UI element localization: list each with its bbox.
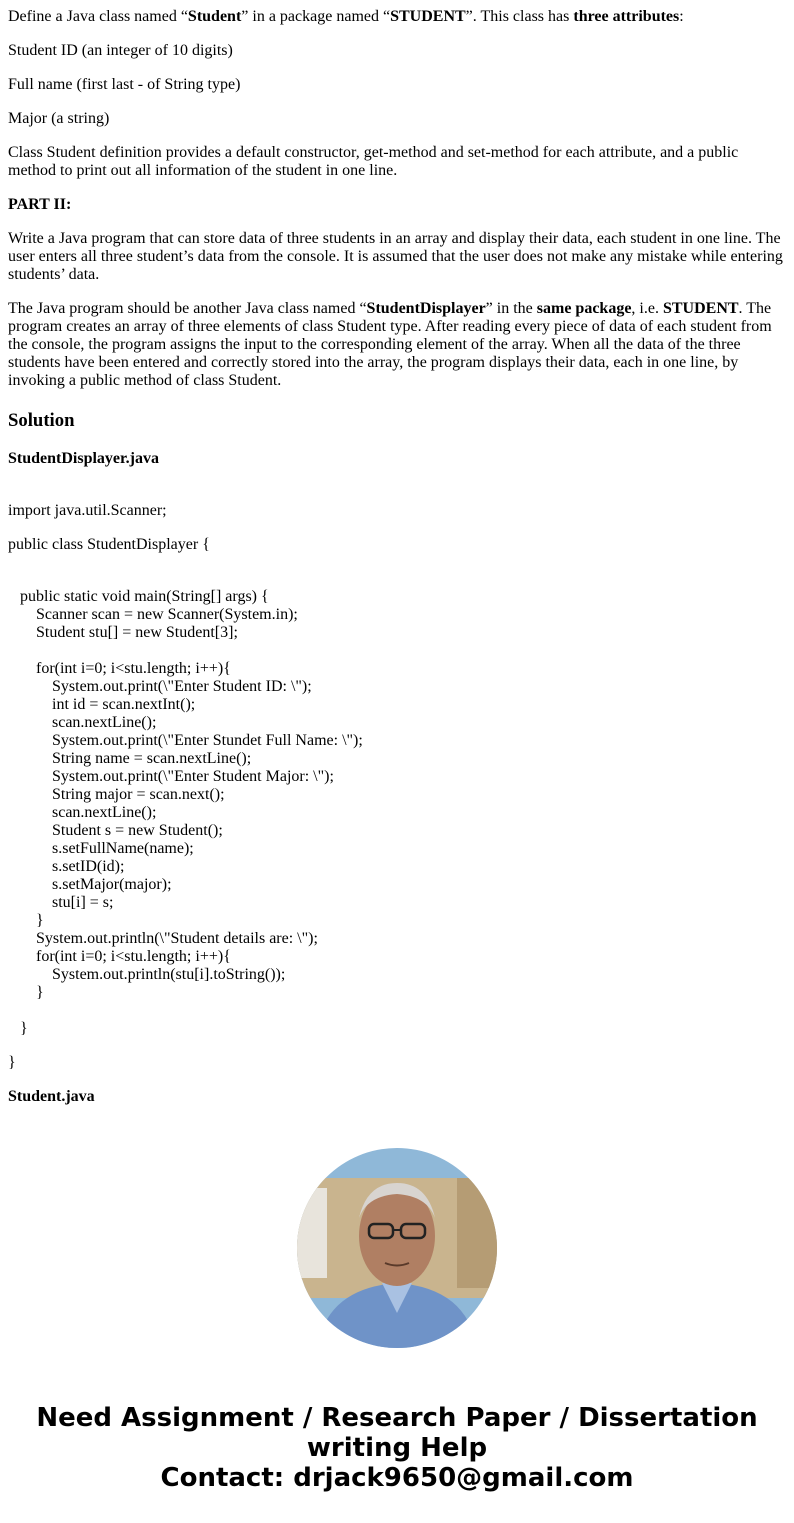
author-avatar-container xyxy=(8,1148,786,1353)
code-line xyxy=(8,1002,786,1020)
code-line: System.out.println(\"Student details are: \"); xyxy=(8,930,318,947)
code-line: System.out.print(\"Enter Stundet Full Name: \"); xyxy=(8,732,363,749)
intro-paragraph: Define a Java class named “Student” in a package named “STUDENT”. This class has three attributes: xyxy=(8,8,684,25)
code-line: s.setFullName(name); xyxy=(8,840,194,857)
code-class-declaration: public class StudentDisplayer { xyxy=(8,536,210,553)
attribute-id: Student ID (an integer of 10 digits) xyxy=(8,42,233,59)
code-line: } xyxy=(8,984,44,1001)
code-line: scan.nextLine(); xyxy=(8,714,157,731)
code-line: Student stu[] = new Student[3]; xyxy=(8,624,238,641)
solution-heading: Solution xyxy=(8,410,75,431)
part-two-heading: PART II: xyxy=(8,196,72,213)
class-description: Class Student definition provides a default constructor, get-method and set-method for each attribute, and a public method to print out all information of the student in one line. xyxy=(8,144,739,179)
code-line: } xyxy=(8,912,44,929)
code-line: for(int i=0; i<stu.length; i++){ xyxy=(8,660,231,677)
code-line: String major = scan.next(); xyxy=(8,786,225,803)
promo-headline: Need Assignment / Research Paper / Dissertation writing Help xyxy=(36,1403,758,1463)
code-line: s.setID(id); xyxy=(8,858,125,875)
code-line: } xyxy=(8,1020,28,1037)
code-line: System.out.println(stu[i].toString()); xyxy=(8,966,286,983)
code-import: import java.util.Scanner; xyxy=(8,502,167,519)
code-line: public static void main(String[] args) { xyxy=(8,588,269,605)
code-line: for(int i=0; i<stu.length; i++){ xyxy=(8,948,231,965)
code-line: s.setMajor(major); xyxy=(8,876,172,893)
attribute-major: Major (a string) xyxy=(8,110,110,127)
promo-contact: Contact: drjack9650@gmail.com xyxy=(160,1463,634,1493)
file-title-displayer: StudentDisplayer.java xyxy=(8,450,159,467)
code-line: stu[i] = s; xyxy=(8,894,114,911)
promo-banner xyxy=(8,1403,786,1493)
program-paragraph: The Java program should be another Java class named “StudentDisplayer” in the same package, i.e. STUDENT. The program creates an array of three elements of class Student type. After reading every piece of data of each student from the console, the program assigns the input to the corresponding element of the array. When all the data of the three students have been entered and correctly stored into the array, the program displays their data, each in one line, by invoking a public method of class Student. xyxy=(8,300,772,389)
code-closing-brace: } xyxy=(8,1054,16,1071)
code-line: System.out.print(\"Enter Student ID: \"); xyxy=(8,678,312,695)
author-avatar xyxy=(297,1148,497,1348)
code-block xyxy=(8,570,786,1038)
code-line: String name = scan.nextLine(); xyxy=(8,750,252,767)
attribute-name: Full name (first last - of String type) xyxy=(8,76,241,93)
code-line xyxy=(8,570,786,588)
write-paragraph: Write a Java program that can store data of three students in an array and display their data, each student in one line. The user enters all three student’s data from the console. It is assumed that the user does not make any mistake while entering students’ data. xyxy=(8,230,783,283)
code-line: Student s = new Student(); xyxy=(8,822,223,839)
code-line xyxy=(8,642,786,660)
code-line: scan.nextLine(); xyxy=(8,804,157,821)
code-line: Scanner scan = new Scanner(System.in); xyxy=(8,606,298,623)
file-title-student: Student.java xyxy=(8,1088,95,1105)
code-line: System.out.print(\"Enter Student Major: \"); xyxy=(8,768,334,785)
code-line: int id = scan.nextInt(); xyxy=(8,696,196,713)
